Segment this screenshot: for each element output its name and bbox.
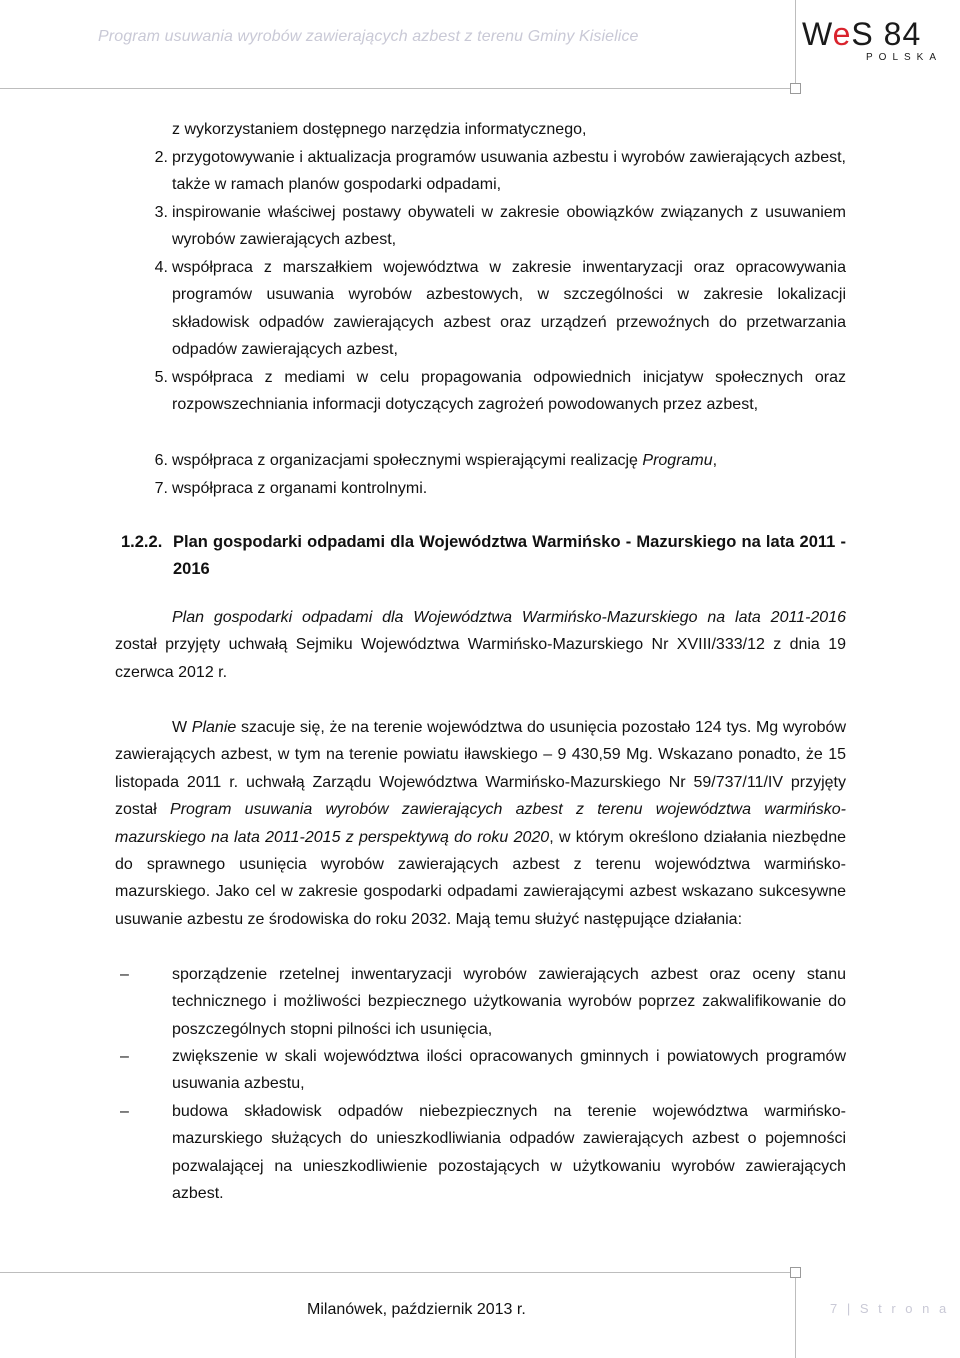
list-item: 4. współpraca z marszałkiem województwa w zakresie inwentaryzacji oraz opracowywania programów usuwania wyrobów azbestowych, w szczególności w zakresie lokalizacji składowisk odpadów zawierających azbest oraz urządzeń przewoźnych do przetwarzania odpadów zawierających azbest,: [154, 259, 846, 359]
company-logo: [800, 14, 943, 66]
corner-marker: [790, 1267, 801, 1278]
page-number: 7 | S t r o n a: [830, 1301, 950, 1316]
logo-text: WeS 84: [802, 16, 922, 52]
header-divider: [795, 0, 796, 92]
section-number: 1.2.2.: [121, 533, 163, 551]
footer-date: Milanówek, październik 2013 r.: [307, 1301, 526, 1318]
list-item: 3. inspirowanie właściwej postawy obywateli w zakresie obowiązków związanych z usuwaniem wyrobów zawierających azbest,: [154, 204, 846, 249]
list-item: 2. przygotowywanie i aktualizacja programów usuwania azbestu i wyrobów zawierających azbest, także w ramach planów gospodarki odpadami,: [154, 149, 846, 194]
header-rule: [0, 88, 800, 89]
header-title: Program usuwania wyrobów zawierających azbest z terenu Gminy Kisielice: [98, 28, 639, 45]
footer-rule: [0, 1272, 800, 1273]
section-title: Plan gospodarki odpadami dla Województwa Warmińsko - Mazurskiego na lata 2011 - 2016: [173, 533, 846, 579]
dash-list-item: – budowa składowisk odpadów niebezpiecznych na terenie województwa warmińsko-mazurskiego służących do unieszkodliwiania odpadów zawierających azbest o pojemności pozwalającej na unieszkodliwienie pozostających w użytkowaniu wyrobów zawierających azbest.: [120, 1103, 846, 1203]
paragraph: Plan gospodarki odpadami dla Województwa Warmińsko-Mazurskiego na lata 2011-2016 został przyjęty uchwałą Sejmiku Województwa Warmińsko-Mazurskiego Nr XVIII/333/12 z dnia 19 czerwca 2012 r.: [115, 609, 846, 681]
corner-marker: [790, 83, 801, 94]
dash-list-item: – zwiększenie w skali województwa ilości opracowanych gminnych i powiatowych programów usuwania azbestu,: [120, 1048, 846, 1093]
footer-divider: [795, 1268, 796, 1358]
list-item: 7. współpraca z organami kontrolnymi.: [154, 480, 428, 497]
list-item: 5. współpraca z mediami w celu propagowania odpowiednich inicjatyw społecznych oraz rozpowszechniania informacji dotyczących zagrożeń powodowanych przez azbest,: [154, 369, 846, 414]
dash-list-item: – sporządzenie rzetelnej inwentaryzacji wyrobów zawierających azbest oraz oceny stanu technicznego i możliwości bezpiecznego użytkowania wyrobów poprzez zakwalifikowanie do poszczególnych stopni pilności ich usunięcia,: [120, 966, 846, 1038]
list-item: 6. współpraca z organizacjami społecznymi wspierającymi realizację Programu,: [154, 452, 718, 469]
logo-subtext: POLSKA: [866, 52, 943, 63]
paragraph: W Planie szacuje się, że na terenie województwa do usunięcia pozostało 124 tys. Mg wyrobów zawierających azbest, w tym na terenie powiatu iławskiego – 9 430,59 Mg. Wskazano ponadto, że 15 listopada 2011 r. uchwałą Zarządu Województwa Warmińsko-Mazurskiego Nr 59/737/11/IV przyjęty został Program usuwania wyrobów zawierających azbest z terenu województwa warmińsko-mazurskiego na lata 2011-2015 z perspektywą do roku 2020, w którym określono działania niezbędne do sprawnego usunięcia wyrobów zawierających azbest z terenu województwa warmińsko-mazurskiego. Jako cel w zakresie gospodarki odpadami zawierającymi azbest wskazano sukcesywne usuwanie azbestu ze środowiska do roku 2032. Mają temu służyć następujące działania:: [115, 719, 847, 928]
